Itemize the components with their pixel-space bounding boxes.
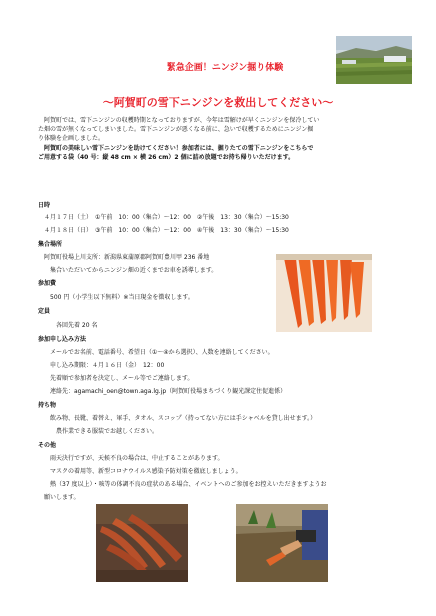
capacity-heading: 定員: [38, 308, 51, 315]
date-row: ４月１７日（土） ①午前 10：00（集合）～12：00 ②午後 13：30（集合）～15:30: [44, 214, 289, 221]
place-line: 阿賀町役場上川支所：新潟県東蒲原郡阿賀町豊川甲 236 番地: [44, 254, 210, 261]
date-heading: 日時: [38, 202, 51, 209]
other-line: 熱（37 度以上）・咳等の体調不良の症状のある場合、イベントへのご参加をお控えいただきますようお: [50, 481, 327, 488]
intro-line: り体験を企画しました。: [38, 135, 105, 143]
place-heading: 集合場所: [38, 241, 63, 248]
page-title: 緊急企画！ニンジン掘り体験: [166, 63, 284, 73]
intro-line: 阿賀町の美味しい雪下ニンジンを助けてください！参加者には、掘りたての雪下ニンジンをこちらで: [44, 144, 314, 152]
other-line: 願いします。: [44, 494, 80, 501]
contact-line: 連絡先：agamachi_oen@town.aga.lg.jp（阿賀町役場まちづくり観光課定住促進係）: [50, 388, 287, 395]
snow-field-photo: [336, 36, 412, 84]
fee-heading: 参加費: [38, 280, 57, 287]
apply-heading: 参加申し込み方法: [38, 336, 87, 343]
fee-line: 500 円（小学生以下無料）※当日現金を徴収します。: [50, 294, 194, 301]
capacity-line: 各回先着 20 名: [56, 322, 98, 329]
intro-line: た畑の雪が無くなってしまいました。雪下ニンジンが悪くなる前に、急いで収穫するためにニンジン掘: [38, 126, 314, 134]
carrots-photo: [276, 254, 372, 332]
other-line: マスクの着用等、新型コロナウイルス感染予防対策を徹底しましょう。: [50, 468, 242, 475]
items-line: 農作業できる服装でお越しください。: [56, 428, 159, 435]
harvested-carrots-photo: [96, 504, 188, 582]
intro-line: 阿賀町では、雪下ニンジンの収穫時期となっておりますが、今年は雪解けが早くニンジンを保冷してい: [44, 117, 320, 124]
apply-line: メールでお名前、電話番号、希望日（①～④から選択）、人数を連絡してください。: [50, 349, 274, 356]
digging-photo: [236, 504, 328, 582]
items-line: 飲み物、長靴、着替え、軍手、タオル、スコップ（持ってない方には手シャベルを貸し出せます。）: [50, 415, 317, 422]
items-heading: 持ち物: [38, 402, 57, 409]
other-line: 雨天決行ですが、天候不良の場合は、中止することがあります。: [50, 455, 224, 462]
date-row: ４月１８日（日） ③午前 10：00（集合）～12：00 ④午後 13：30（集合）～15:30: [44, 227, 289, 234]
page-subtitle: ～阿賀町の雪下ニンジンを救出してください～: [102, 96, 334, 109]
apply-line: 先着順で参加者を決定し、メール等でご連絡します。: [50, 375, 194, 382]
intro-paragraph: [38, 116, 398, 162]
other-heading: その他: [38, 442, 57, 449]
intro-line: ご用意する袋（40 号：縦 48 cm × 横 26 cm）2 個に詰め放題でお持ち帰りいただけます。: [38, 153, 295, 161]
place-line: 集合いただいてからニンジン畑の近くまでお車を誘導します。: [50, 267, 218, 274]
apply-line: 申し込み期限：４月１６日（金） 12：00: [50, 362, 165, 369]
